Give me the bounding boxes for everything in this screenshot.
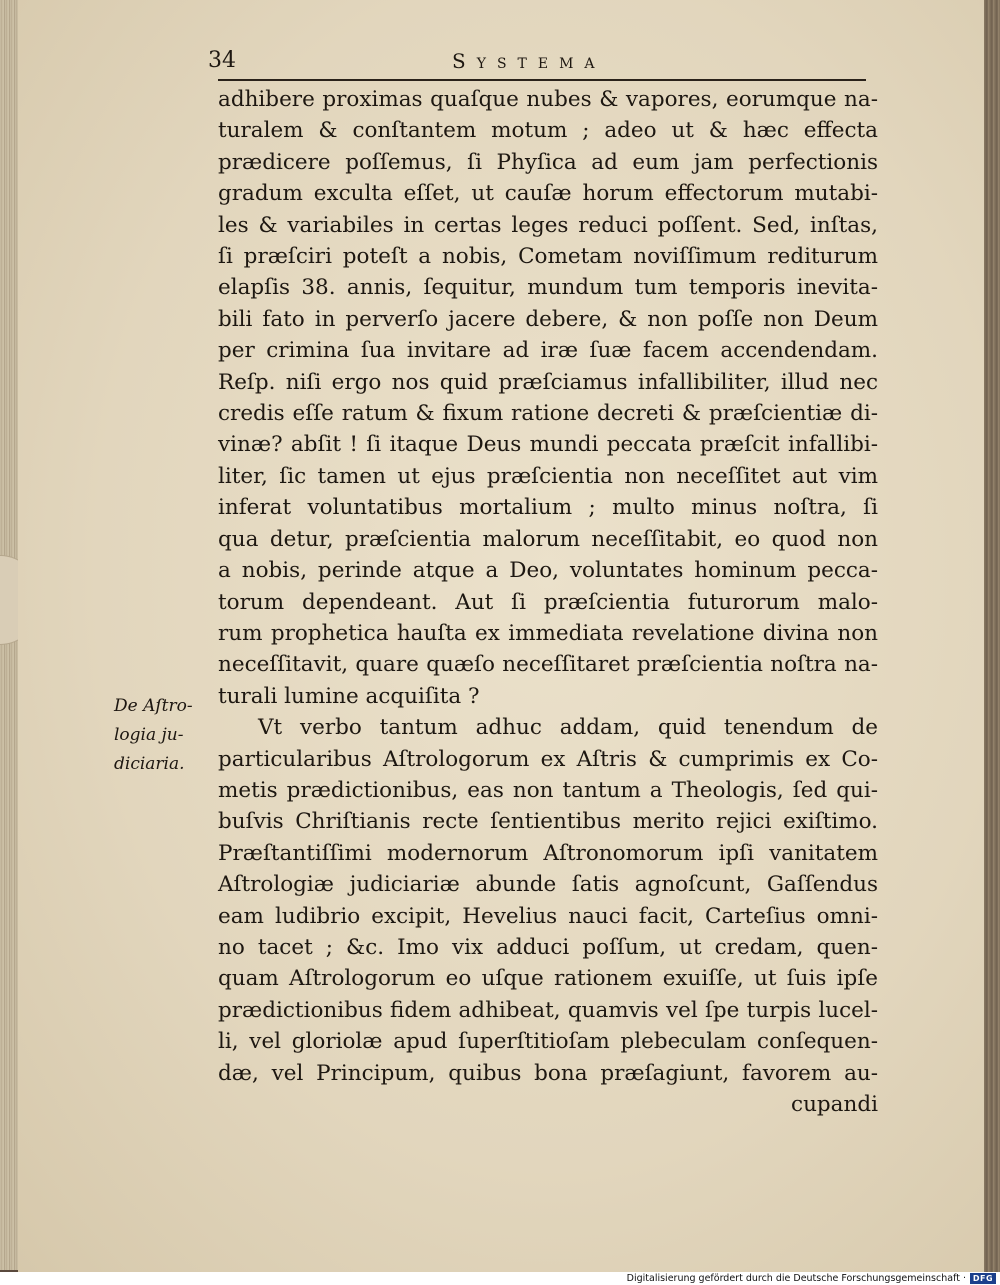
text-line: qua detur, præſcientia malorum neceſſitabit, eo quod non <box>218 526 878 552</box>
page-number: 34 <box>208 48 236 73</box>
text-line: elapſis 38. annis, ſequitur, mundum tum temporis inevita- <box>218 275 878 301</box>
dfg-logo: DFG <box>970 1273 996 1284</box>
text-line: particularibus Aſtrologorum ex Aſtris & cumprimis ex Co- <box>218 746 878 772</box>
text-line: les & variabiles in certas leges reduci poſſent. Sed, inſtas, <box>218 212 878 238</box>
text-line: liter, ſic tamen ut ejus præſcientia non neceſſitet aut vim <box>218 463 878 489</box>
text-line: li, vel gloriolæ apud ſuperſtitioſam plebeculam conſequen- <box>218 1029 878 1055</box>
text-line: inferat voluntatibus mortalium ; multo minus noſtra, ſi <box>218 495 878 521</box>
text-line: no tacet ; &c. Imo vix adduci poſſum, ut credam, quen- <box>218 934 878 960</box>
text-line: torum dependeant. Aut ſi præſcientia futurorum malo- <box>218 589 878 615</box>
text-line: Vt verbo tantum adhuc addam, quid tenendum de <box>258 715 878 741</box>
text-line: neceſſitavit, quare quæſo neceſſitaret præſcientia noſtra na- <box>218 652 878 678</box>
text-line: credis eſſe ratum & fixum ratione decreti & præſcientiæ di- <box>218 401 878 427</box>
catchword: cupandi <box>791 1092 878 1117</box>
digitization-credit: Digitalisierung gefördert durch die Deutsche Forschungsgemeinschaft · <box>626 1273 966 1284</box>
text-line: prædicere poſſemus, ſi Phyſica ad eum jam perfectionis <box>218 149 878 175</box>
text-line: Aſtrologiæ judiciariæ abunde ſatis agnoſcunt, Gaſſendus <box>218 872 878 898</box>
text-line: prædictionibus fidem adhibeat, quamvis vel ſpe turpis lucel- <box>218 997 878 1023</box>
text-line: metis prædictionibus, eas non tantum a Theologis, ſed qui- <box>218 777 878 803</box>
text-line: turali lumine acquiſita ? <box>218 683 480 709</box>
margin-note-line: De Aſtro- <box>114 696 193 716</box>
text-line: turalem & conſtantem motum ; adeo ut & hæc effecta <box>218 118 878 144</box>
text-line: eam ludibrio excipit, Hevelius nauci facit, Carteſius omni- <box>218 903 878 929</box>
text-line: vinæ? abſit ! ſi itaque Deus mundi peccata præſcit infallibi- <box>218 432 878 458</box>
text-line: dæ, vel Principum, quibus bona præſagiunt, favorem au- <box>218 1060 878 1086</box>
text-line: per crimina ſua invitare ad iræ ſuæ facem accendendam. <box>218 338 878 364</box>
body-text <box>218 84 878 1120</box>
text-line: rum prophetica hauſta ex immediata revelatione divina non <box>218 620 878 646</box>
header-rule <box>218 79 866 81</box>
text-line: Præſtantiſſimi modernorum Aſtronomorum ipſi vanitatem <box>218 840 878 866</box>
page-right-edge <box>984 0 1000 1272</box>
text-line: adhibere proximas quaſque nubes & vapores, eorumque na- <box>218 87 878 112</box>
text-line: quam Aſtrologorum eo uſque rationem exuiſſe, ut ſuis ipſe <box>218 966 878 992</box>
margin-note <box>114 692 214 779</box>
text-line: a nobis, perinde atque a Deo, voluntates hominum pecca- <box>218 558 878 584</box>
text-line: ſi præſciri poteſt a nobis, Cometam noviſſimum rediturum <box>218 244 878 270</box>
text-line: Reſp. niſi ergo nos quid præſciamus infallibiliter, illud nec <box>218 369 878 395</box>
margin-note-line: logia ju- <box>114 725 184 745</box>
text-line: buſvis Chriſtianis recte ſentientibus merito rejici exiſtimo. <box>218 809 878 835</box>
running-head: Systema <box>452 49 606 73</box>
margin-note-line: diciaria. <box>114 754 185 774</box>
text-line: gradum exculta eſſet, ut cauſæ horum effectorum mutabi- <box>218 181 878 207</box>
text-line: bili fato in perverſo jacere debere, & non poſſe non Deum <box>218 306 878 332</box>
